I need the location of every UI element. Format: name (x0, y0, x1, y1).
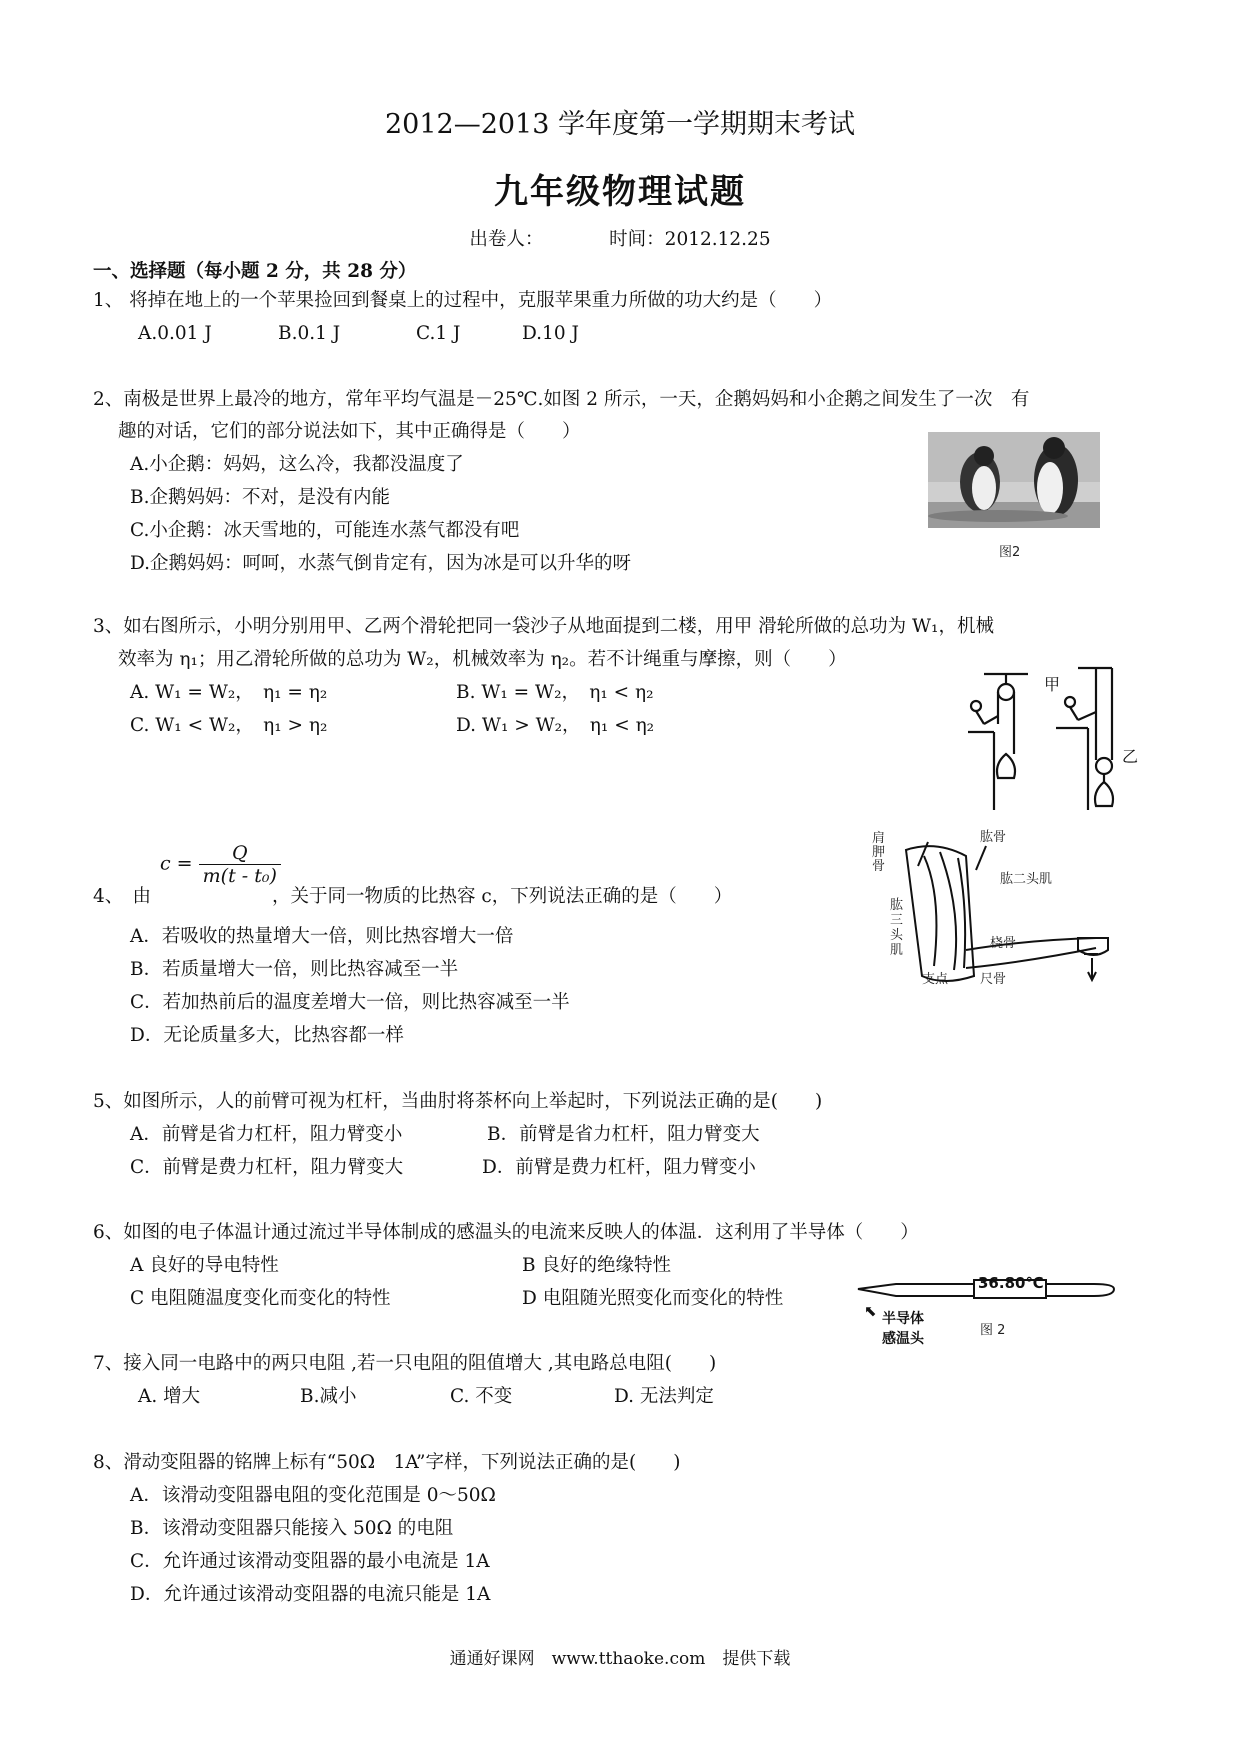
q3-stem-line1: 3、如右图所示，小明分别用甲、乙两个滑轮把同一袋沙子从地面提到二楼，用甲 滑轮所做的总功为 W₁，机械 (93, 616, 994, 637)
section-heading: 一、选择题（每小题 2 分，共 28 分） (93, 261, 417, 282)
q6-stem: 6、如图的电子体温计通过流过半导体制成的感温头的电流来反映人的体温．这利用了半导体（ ） (93, 1222, 919, 1243)
arm-label-fulcrum: 支点 (922, 972, 949, 987)
pulley-label-jia: 甲 (1044, 675, 1061, 694)
arrow-up-icon: ⬉ (864, 1302, 877, 1320)
penguin-photo (928, 432, 1100, 528)
sensor-label-line1: 半导体 (882, 1311, 924, 1327)
q2-option-a: A.小企鹅：妈妈，这么冷，我都没温度了 (130, 454, 464, 475)
formula-denominator: m(t - t₀) (202, 865, 277, 887)
q4-option-b: B．若质量增大一倍，则比热容减至一半 (130, 959, 459, 980)
q3-stem-line2: 效率为 η₁；用乙滑轮所做的总功为 W₂，机械效率为 η₂。若不计绳重与摩擦，则（ ） (118, 649, 847, 670)
q5-stem: 5、如图所示，人的前臂可视为杠杆，当曲肘将茶杯向上举起时，下列说法正确的是( ) (93, 1091, 823, 1112)
q4-stem: ，关于同一物质的比热容 c，下列说法正确的是（ ） (272, 886, 733, 907)
formula-fraction (199, 842, 281, 887)
q5-option-a: A．前臂是省力杠杆，阻力臂变小 (130, 1124, 403, 1145)
q8-option-a: A．该滑动变阻器电阻的变化范围是 0～50Ω (130, 1485, 496, 1506)
q2-stem-line1: 2、南极是世界上最冷的地方，常年平均气温是－25℃.如图 2 所示，一天，企鹅妈妈和小企鹅之间发生了一次 有 (93, 389, 1030, 410)
arm-label-radius: 桡骨 (990, 936, 1017, 951)
q6-option-d: D 电阻随光照变化而变化的特性 (522, 1288, 784, 1309)
q8-option-d: D．允许通过该滑动变阻器的电流只能是 1A (130, 1584, 491, 1605)
exam-title: 2012—2013 学年度第一学期期末考试 (384, 109, 855, 140)
q4-prefix: 4、 由 (93, 886, 152, 907)
thermometer-display: 36.80℃ (978, 1274, 1044, 1292)
sensor-label-line2: 感温头 (882, 1331, 924, 1347)
q2-option-c: C.小企鹅：冰天雪地的，可能连水蒸气都没有吧 (130, 520, 520, 541)
q2-figure-caption: 图2 (999, 545, 1021, 560)
q7-stem: 7、接入同一电路中的两只电阻 ,若一只电阻的阻值增大 ,其电路总电阻( ) (93, 1353, 717, 1374)
q5-option-d: D．前臂是费力杠杆，阻力臂变小 (482, 1157, 756, 1178)
formula-numerator: Q (199, 842, 281, 865)
q3-option-b: B. W₁ = W₂， η₁ < η₂ (456, 682, 654, 703)
q2-option-d: D.企鹅妈妈：呵呵，水蒸气倒肯定有，因为冰是可以升华的呀 (130, 553, 632, 574)
q8-option-b: B．该滑动变阻器只能接入 50Ω 的电阻 (130, 1518, 454, 1539)
q2-stem-line2: 趣的对话，它们的部分说法如下，其中正确得是（ ） (118, 421, 581, 442)
q7-option-b: B.减小 (300, 1386, 357, 1407)
q1-option-c: C.1 J (416, 323, 461, 344)
q6-option-a: A 良好的导电特性 (130, 1255, 279, 1276)
q1-option-b: B.0.1 J (278, 323, 341, 344)
q7-option-c: C. 不变 (450, 1386, 513, 1407)
exam-meta (0, 225, 1240, 251)
q3-option-d: D. W₁ > W₂， η₁ < η₂ (456, 715, 655, 736)
q5-option-b: B．前臂是省力杠杆，阻力臂变大 (487, 1124, 760, 1145)
author-label: 出卷人： (469, 229, 544, 250)
q5-option-c: C．前臂是费力杠杆，阻力臂变大 (130, 1157, 404, 1178)
arm-label-ulna: 尺骨 (980, 972, 1007, 987)
arm-label-humerus: 肱骨 (980, 830, 1007, 845)
q6-option-b: B 良好的绝缘特性 (522, 1255, 671, 1276)
q2-option-b: B.企鹅妈妈：不对，是没有内能 (130, 487, 390, 508)
q3-option-a: A. W₁ = W₂， η₁ = η₂ (130, 682, 328, 703)
q8-option-c: C．允许通过该滑动变阻器的最小电流是 1A (130, 1551, 490, 1572)
q8-stem: 8、滑动变阻器的铭牌上标有“50Ω 1A”字样，下列说法正确的是( ) (93, 1452, 681, 1473)
arm-label-triceps: 肱三头肌 (890, 898, 904, 958)
subject-title: 九年级物理试题 (494, 172, 746, 212)
q1-option-a: A.0.01 J (138, 323, 212, 344)
exam-date: 时间：2012.12.25 (609, 229, 771, 250)
q7-option-a: A. 增大 (138, 1386, 201, 1407)
pulley-diagram (948, 662, 1138, 814)
q1-option-d: D.10 J (522, 323, 579, 344)
pulley-label-yi: 乙 (1122, 747, 1139, 766)
q6-figure-caption: 图 2 (980, 1323, 1006, 1338)
q6-option-c: C 电阻随温度变化而变化的特性 (130, 1288, 391, 1309)
arm-label-scapula: 肩胛骨 (872, 831, 886, 874)
q4-option-c: C．若加热前后的温度差增大一倍，则比热容减至一半 (130, 992, 570, 1013)
q4-option-a: A．若吸收的热量增大一倍，则比热容增大一倍 (130, 926, 514, 947)
q7-option-d: D. 无法判定 (614, 1386, 714, 1407)
q3-option-c: C. W₁ < W₂， η₁ > η₂ (130, 715, 328, 736)
q4-option-d: D．无论质量多大，比热容都一样 (130, 1025, 404, 1046)
specific-heat-formula (160, 842, 281, 887)
q1-stem: 1、 将掉在地上的一个苹果捡回到餐桌上的过程中，克服苹果重力所做的功大约是（ ） (93, 290, 833, 311)
formula-lhs: c = (160, 852, 193, 875)
arm-label-biceps: 肱二头肌 (1000, 872, 1053, 887)
page-footer: 通通好课网 www.tthaoke.com 提供下载 (449, 1649, 791, 1669)
